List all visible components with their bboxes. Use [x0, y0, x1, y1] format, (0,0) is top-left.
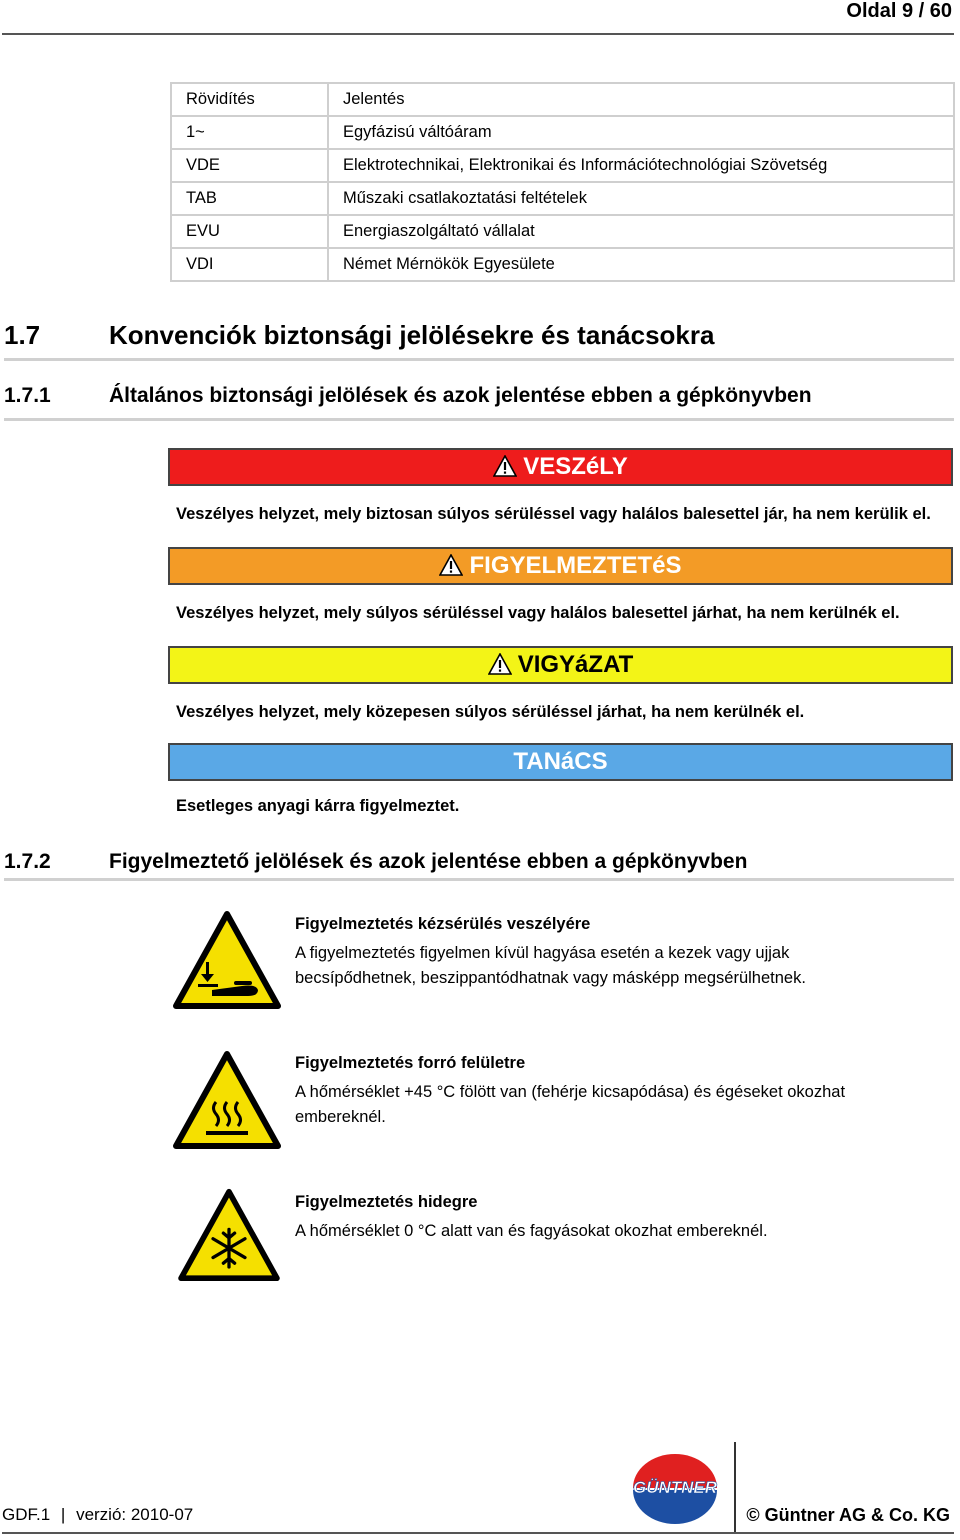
- warning-title: Figyelmeztetés forró felületre: [295, 1054, 526, 1072]
- svg-text:GÜNTNER: GÜNTNER: [632, 1478, 718, 1497]
- table-cell: Műszaki csatlakoztatási feltételek: [328, 182, 954, 215]
- section-number: 1.7: [4, 320, 41, 350]
- table-header-cell: Rövidítés: [171, 83, 328, 116]
- table-row: [171, 182, 954, 215]
- page-number: Oldal 9 / 60: [846, 0, 952, 22]
- table-cell: VDE: [171, 149, 328, 182]
- table-cell: TAB: [171, 182, 328, 215]
- header-rule: [2, 33, 954, 35]
- subsection-heading: [4, 850, 748, 874]
- subsection-rule: [4, 878, 954, 881]
- notice-description: Esetleges anyagi kárra figyelmeztet.: [176, 797, 460, 815]
- subsection-number: 1.7.1: [4, 384, 51, 407]
- warning-title: Figyelmeztetés kézsérülés veszélyére: [295, 915, 591, 933]
- caution-description: Veszélyes helyzet, mely közepesen súlyos sérüléssel járhat, ha nem kerülnék el.: [176, 703, 805, 721]
- table-header-cell: Jelentés: [328, 83, 954, 116]
- caution-label: VIGYáZAT: [517, 651, 634, 678]
- table-cell: VDI: [171, 248, 328, 281]
- warning-text: A hőmérséklet +45 °C fölött van (fehérje kicsapódása) és égéseket okozhat embereknél.: [295, 1083, 846, 1126]
- section-title: Konvenciók biztonsági jelölésekre és tanácsokra: [109, 320, 715, 350]
- subsection-title: Figyelmeztető jelölések és azok jelentése ebben a gépkönyvben: [109, 850, 748, 873]
- subsection-number: 1.7.2: [4, 850, 51, 873]
- danger-banner: [168, 448, 953, 486]
- table-row: [171, 149, 954, 182]
- warning-triangle-icon: [488, 653, 512, 675]
- hand-crush-warning-icon: [172, 910, 282, 1010]
- footer-divider: [734, 1442, 736, 1534]
- warning-title: Figyelmeztetés hidegre: [295, 1193, 478, 1211]
- table-cell: Egyfázisú váltóáram: [328, 116, 954, 149]
- warning-description: Veszélyes helyzet, mely súlyos sérüléssel vagy halálos balesettel járhat, ha nem kerülnék el.: [176, 604, 900, 622]
- guntner-logo: [625, 1448, 725, 1528]
- section-rule: [4, 358, 954, 361]
- section-heading: [4, 320, 715, 351]
- warning-text: A figyelmeztetés figyelmen kívül hagyása esetén a kezek vagy ujjak becsípődhetnek, beszippantódhatnak vagy másképp megsérülhetnek.: [295, 944, 806, 987]
- table-cell: Német Mérnökök Egyesülete: [328, 248, 954, 281]
- danger-label: VESZéLY: [523, 453, 628, 480]
- abbreviation-table: [170, 82, 955, 282]
- cold-warning-icon: [177, 1188, 281, 1282]
- doc-id: GDF.1: [2, 1505, 51, 1524]
- warning-label: FIGYELMEZTETéS: [469, 552, 682, 579]
- hot-surface-warning-icon: [172, 1050, 282, 1150]
- table-row: [171, 116, 954, 149]
- subsection-heading: [4, 384, 812, 408]
- subsection-rule: [4, 418, 954, 421]
- doc-version: verzió: 2010-07: [76, 1505, 194, 1524]
- warning-text: A hőmérséklet 0 °C alatt van és fagyásokat okozhat embereknél.: [295, 1222, 768, 1240]
- footer-rule: [2, 1532, 954, 1534]
- table-cell: EVU: [171, 215, 328, 248]
- warning-triangle-icon: [493, 455, 517, 477]
- table-header-row: [171, 83, 954, 116]
- notice-banner: [168, 743, 953, 781]
- subsection-title: Általános biztonsági jelölések és azok jelentése ebben a gépkönyvben: [109, 384, 812, 407]
- danger-description: Veszélyes helyzet, mely biztosan súlyos sérüléssel vagy halálos balesettel jár, ha nem kerülik el.: [176, 505, 931, 523]
- table-row: [171, 215, 954, 248]
- caution-banner: [168, 646, 953, 684]
- table-cell: Energiaszolgáltató vállalat: [328, 215, 954, 248]
- table-cell: 1~: [171, 116, 328, 149]
- table-row: [171, 248, 954, 281]
- table-cell: Elektrotechnikai, Elektronikai és Információtechnológiai Szövetség: [328, 149, 954, 182]
- warning-banner: [168, 547, 953, 585]
- footer-copyright: © Güntner AG & Co. KG: [746, 1505, 950, 1525]
- notice-label: TANáCS: [513, 748, 608, 775]
- warning-triangle-icon: [439, 554, 463, 576]
- footer-doc-info: GDF.1 | verzió: 2010-07: [2, 1505, 194, 1524]
